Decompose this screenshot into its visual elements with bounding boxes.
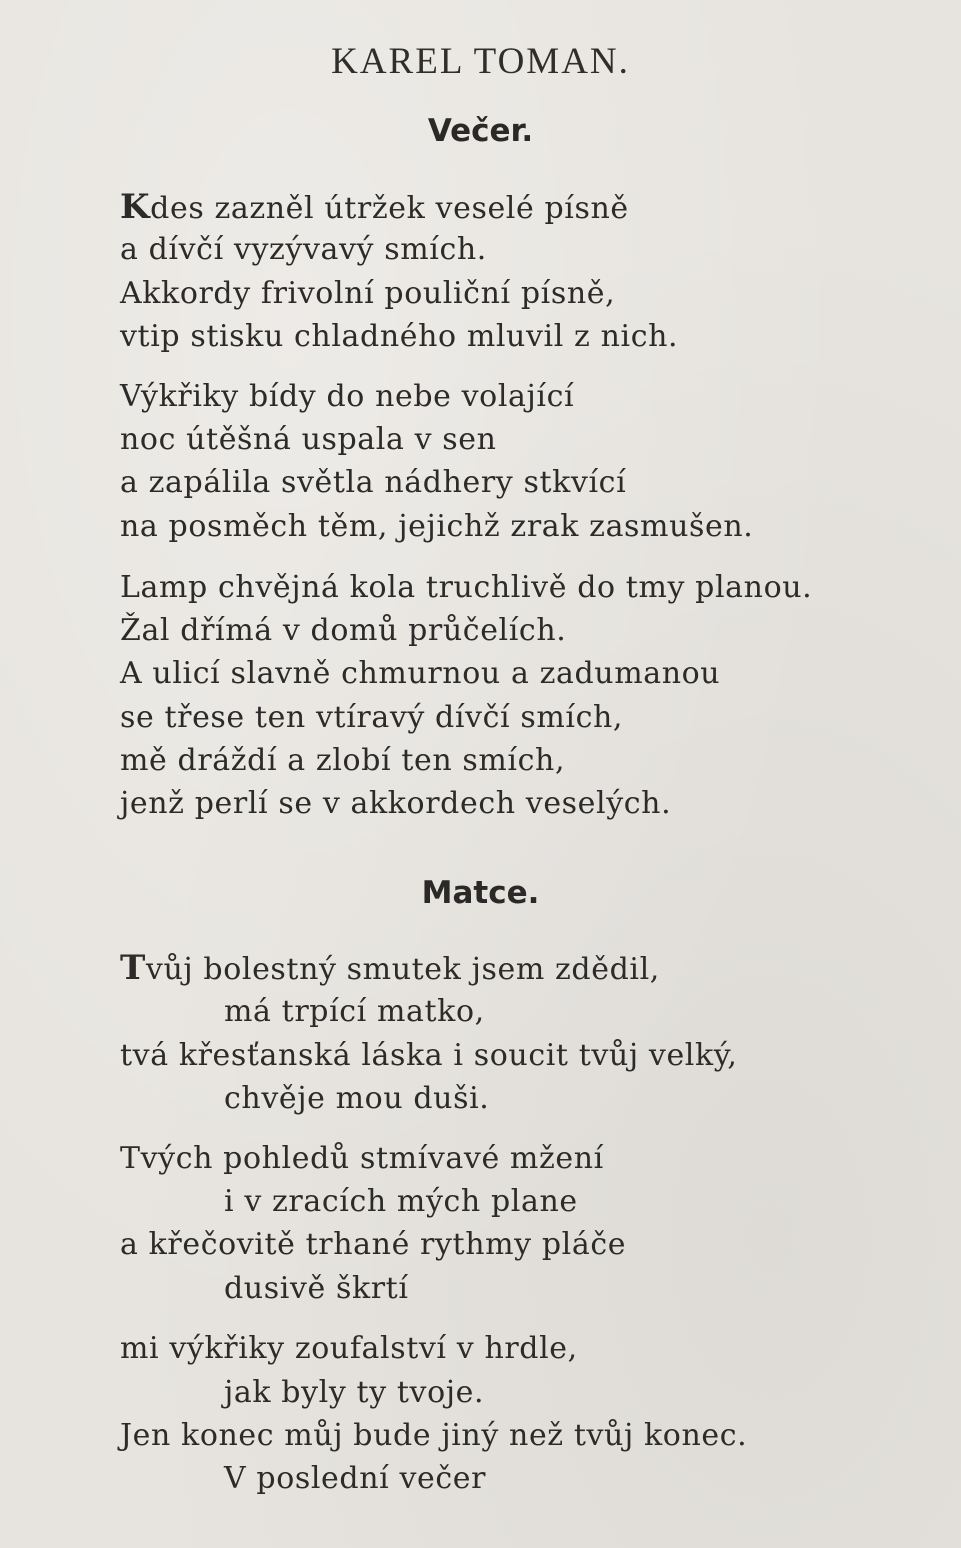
poem-line: Žal dřímá v domů průčelích. — [120, 613, 567, 648]
poem-line: Tvých pohledů stmívavé mžení — [120, 1141, 604, 1176]
poem-line: tvá křesťanská láska i soucit tvůj velký, — [120, 1038, 738, 1073]
drop-cap-letter: T — [120, 948, 146, 988]
poem-line: i v zracích mých plane — [224, 1184, 578, 1219]
poem-line: chvěje mou duši. — [224, 1081, 490, 1116]
drop-cap-letter: K — [120, 187, 151, 227]
poem-line: jenž perlí se v akkordech veselých. — [120, 786, 672, 821]
poem-line: Lamp chvějná kola truchlivě do tmy planou. — [120, 570, 813, 605]
poem-title-matce: Matce. — [421, 875, 540, 911]
poem-line: noc útěšná uspala v sen — [120, 422, 497, 457]
poem-line: Akkordy frivolní pouliční písně, — [120, 276, 616, 311]
poem-line: se třese ten vtíravý dívčí smích, — [120, 700, 624, 735]
poem-line: mi výkřiky zoufalství v hrdle, — [120, 1331, 578, 1366]
poem-line: a zapálila světla nádhery stkvící — [120, 465, 627, 500]
poem-line: vtip stisku chladného mluvil z nich. — [120, 319, 679, 354]
poem-line: a dívčí vyzývavý smích. — [120, 232, 487, 267]
poem-line: mě dráždí a zlobí ten smích, — [120, 743, 566, 778]
poem-line: Jen konec můj bude jiný než tvůj konec. — [120, 1418, 748, 1453]
poem-line: Tvůj bolestný smutek jsem zdědil, — [120, 948, 660, 988]
poem-line: Kdes zazněl útržek veselé písně — [120, 187, 629, 227]
poem-line: na posměch těm, jejichž zrak zasmušen. — [120, 509, 754, 544]
poem-line: jak byly ty tvoje. — [224, 1375, 485, 1410]
poem-line: dusivě škrtí — [224, 1271, 409, 1306]
poem-line: Výkřiky bídy do nebe volající — [120, 379, 575, 414]
poem-line: V poslední večer — [224, 1461, 487, 1496]
poem-line: a křečovitě trhané rythmy pláče — [120, 1227, 627, 1262]
poem-line: má trpící matko, — [224, 994, 485, 1029]
poem-line: A ulicí slavně chmurnou a zadumanou — [120, 656, 721, 691]
author-heading: KAREL TOMAN. — [331, 41, 630, 82]
poem-title-vecer: Večer. — [427, 113, 534, 149]
